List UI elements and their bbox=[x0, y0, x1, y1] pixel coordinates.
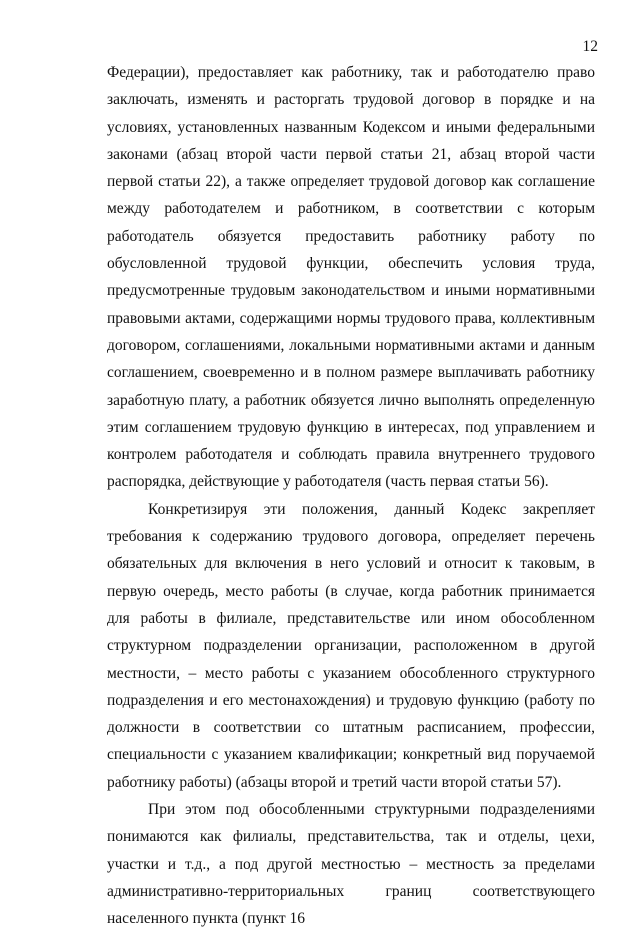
paragraph-code-requirements: Конкретизируя эти положения, данный Кодекс закрепляет требования к содержанию трудового договора, определяет перечень обязательных для включения в него условий и относит к таковым, в первую очередь, место работы (в случае, когда работник принимается для работы в филиале, представительстве или ином обособленном структурном подразделении организации, расположенном в другой местности, – место работы с указанием обособленного структурного подразделения и его местонахождения) и трудовую функцию (работу по должности в соответствии со штатным расписанием, профессии, специальности с указанием квалификации; конкретный вид поручаемой работнику работы) (абзацы второй и третий части второй статьи 57). bbox=[107, 500, 595, 791]
document-body bbox=[107, 59, 595, 933]
page-number: 12 bbox=[582, 38, 598, 55]
paragraph-structural-subdivisions: При этом под обособленными структурными подразделениями понимаются как филиалы, представительства, так и отделы, цехи, участки и т.д., а под другой местностью – местность за пределами административно-территориальных границ соответствующего населенного пункта (пункт 16 bbox=[107, 801, 595, 928]
paragraph-continuation: Федерации), предоставляет как работнику, так и работодателю право заключать, изменять и расторгать трудовой договор в порядке и на условиях, установленных названным Кодексом и иными федеральными законами (абзац второй части первой статьи 21, абзац второй части первой статьи 22), а также определяет трудовой договор как соглашение между работодателем и работником, в соответствии с которым работодатель обязуется предоставить работнику работу по обусловленной трудовой функции, обеспечить условия труда, предусмотренные трудовым законодательством и иными нормативными правовыми актами, содержащими нормы трудового права, коллективным договором, соглашениями, локальными нормативными актами и данным соглашением, своевременно и в полном размере выплачивать работнику заработную плату, а работник обязуется лично выполнять определенную этим соглашением трудовую функцию в интересах, под управлением и контролем работодателя и соблюдать правила внутреннего трудового распорядка, действующие у работодателя (часть первая статьи 56). bbox=[107, 64, 595, 491]
